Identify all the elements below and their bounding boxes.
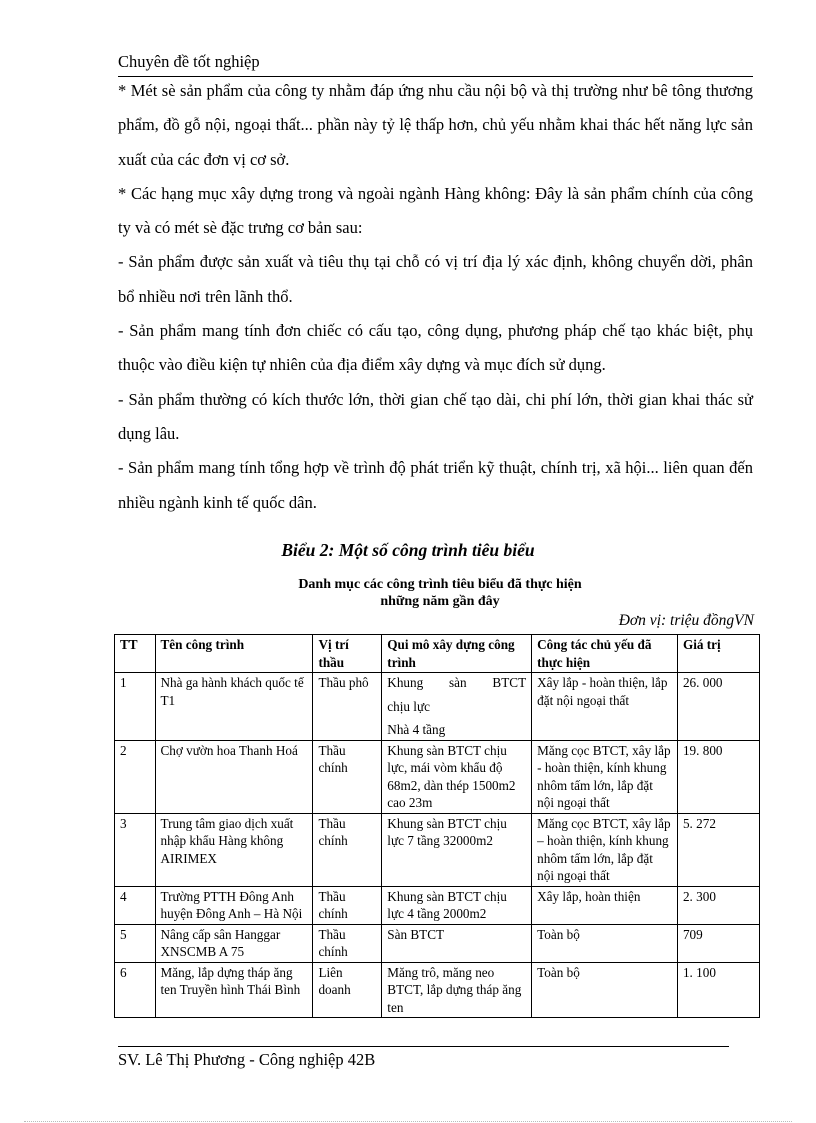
cell-tt: 6 [115, 962, 156, 1018]
page-edge-divider [24, 1121, 792, 1122]
cell-value: 19. 800 [677, 740, 759, 813]
cell-name: Trung tâm giao dịch xuất nhập khẩu Hàng không AIRIMEX [155, 813, 313, 886]
cell-work: Toàn bộ [532, 962, 678, 1018]
subtitle-line-1: Danh mục các công trình tiêu biểu đã thực hiện [298, 577, 582, 592]
table-row [115, 673, 760, 741]
cell-scale [382, 673, 532, 741]
cell-tt: 3 [115, 813, 156, 886]
cell-bid: Liên doanh [313, 962, 382, 1018]
cell-work: Toàn bộ [532, 924, 678, 962]
table-row [115, 962, 760, 1018]
scale-line: Khung sàn BTCT [387, 675, 527, 690]
cell-work: Xây lắp, hoàn thiện [532, 886, 678, 924]
cell-bid: Thầu chính [313, 924, 382, 962]
paragraph: - Sản phẩm mang tính đơn chiếc có cấu tạo, công dụng, phương pháp chế tạo khác biệt, phụ thuộc vào điều kiện tự nhiên của địa điểm xây dựng và mục đích sử dụng. [118, 321, 753, 375]
subtitle-line-2: những năm gần đây [380, 594, 500, 609]
cell-tt: 2 [115, 740, 156, 813]
cell-work: Măng cọc BTCT, xây lắp – hoàn thiện, kính khung nhôm tấm lớn, lắp đặt nội ngoại thất [532, 813, 678, 886]
cell-name: Chợ vườn hoa Thanh Hoá [155, 740, 313, 813]
page-header-title: Chuyên đề tốt nghiệp [118, 52, 260, 71]
header-bid: Vị trí thầu [313, 635, 382, 673]
cell-value: 5. 272 [677, 813, 759, 886]
cell-scale: Khung sàn BTCT chịu lực 4 tầng 2000m2 [382, 886, 532, 924]
cell-tt: 4 [115, 886, 156, 924]
cell-bid: Thầu phô [313, 673, 382, 741]
table-row [115, 924, 760, 962]
cell-work: Xây lắp - hoàn thiện, lắp đặt nội ngoại thất [532, 673, 678, 741]
cell-name: Măng, lắp dựng tháp ăng ten Truyền hình Thái Bình [155, 962, 313, 1018]
paragraph: * Các hạng mục xây dựng trong và ngoài ngành Hàng không: Đây là sản phẩm chính của công ty và có mét sè đặc trưng cơ bản sau: [118, 183, 753, 238]
paragraph: - Sản phẩm thường có kích thước lớn, thời gian chế tạo dài, chi phí lớn, thời gian khai thác sử dụng lâu. [118, 389, 753, 443]
cell-name: Nhà ga hành khách quốc tế T1 [155, 673, 313, 741]
table-row [115, 813, 760, 886]
footer-divider [118, 1046, 729, 1047]
paragraph: - Sản phẩm được sản xuất và tiêu thụ tại chỗ có vị trí địa lý xác định, không chuyển dời, phân bổ nhiều nơi trên lãnh thổ. [118, 252, 753, 306]
table-row [115, 886, 760, 924]
table-header-row [115, 635, 760, 673]
header-scale: Qui mô xây dựng công trình [382, 635, 532, 673]
cell-scale: Khung sàn BTCT chịu lực, mái vòm khẩu độ 68m2, dàn thép 1500m2 cao 23m [382, 740, 532, 813]
cell-bid: Thầu chính [313, 886, 382, 924]
cell-scale: Sàn BTCT [382, 924, 532, 962]
cell-name: Nâng cấp sân Hanggar XNSCMB A 75 [155, 924, 313, 962]
cell-tt: 1 [115, 673, 156, 741]
cell-value: 709 [677, 924, 759, 962]
paragraph: - Sản phẩm mang tính tổng hợp về trình độ phát triển kỹ thuật, chính trị, xã hội... liên quan đến nhiều ngành kinh tế quốc dân. [118, 458, 753, 512]
body-text [118, 74, 753, 520]
table-row [115, 740, 760, 813]
scale-line: chịu lực [387, 698, 430, 714]
cell-scale: Khung sàn BTCT chịu lực 7 tầng 32000m2 [382, 813, 532, 886]
header-value: Giá trị [677, 635, 759, 673]
unit-label: Đơn vị: triệu đồngVN [618, 612, 754, 629]
exhibit-subtitle [230, 576, 650, 610]
cell-bid: Thầu chính [313, 813, 382, 886]
scale-line: Nhà 4 tầng [387, 722, 446, 737]
cell-value: 26. 000 [677, 673, 759, 741]
header-work: Công tác chủ yếu đã thực hiện [532, 635, 678, 673]
cell-value: 1. 100 [677, 962, 759, 1018]
header-name: Tên công trình [155, 635, 313, 673]
works-table [114, 634, 760, 1018]
cell-tt: 5 [115, 924, 156, 962]
header-tt: TT [115, 635, 156, 673]
paragraph: * Mét sè sản phẩm của công ty nhằm đáp ứng nhu cầu nội bộ và thị trường như bê tông thương phẩm, đồ gỗ nội, ngoại thất... phần này tỷ lệ thấp hơn, chủ yếu nhằm khai thác hết năng lực sản xuất của các đơn vị cơ sở. [118, 81, 753, 169]
page-footer: SV. Lê Thị Phương - Công nghiệp 42B [118, 1050, 376, 1069]
cell-work: Măng cọc BTCT, xây lắp - hoàn thiện, kính khung nhôm tấm lớn, lắp đặt nội ngoại thất [532, 740, 678, 813]
exhibit-title: Biểu 2: Một số công trình tiêu biểu [281, 540, 535, 560]
cell-name: Trường PTTH Đông Anh huyện Đông Anh – Hà Nội [155, 886, 313, 924]
cell-bid: Thầu chính [313, 740, 382, 813]
cell-value: 2. 300 [677, 886, 759, 924]
cell-scale: Măng trô, măng neo BTCT, lắp dựng tháp ăng ten [382, 962, 532, 1018]
